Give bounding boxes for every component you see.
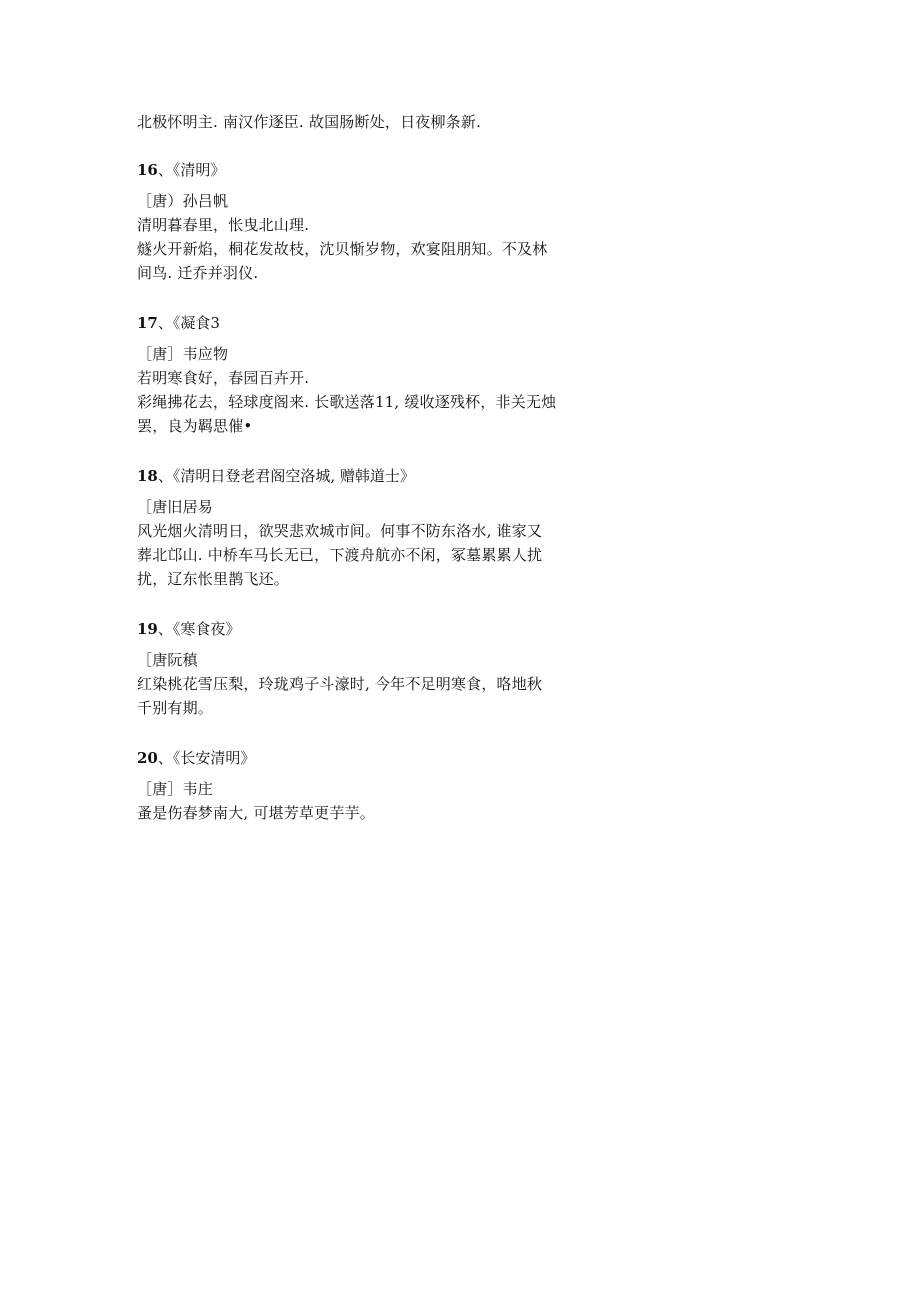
poem-author: ［唐旧居易 [137, 498, 214, 516]
poem-line: 燧火开新焰，桐花发故枝，沈贝惭岁物，欢宴阻朋知。不及林 [137, 240, 548, 258]
poem-separator: 、 [157, 161, 173, 179]
poem-number: 18 [137, 467, 158, 485]
poem-title: 《凝食3 [172, 314, 220, 332]
poem-author: ［唐阮稹 [137, 651, 198, 669]
poem-number: 20 [137, 749, 158, 767]
poem-number: 17 [137, 314, 158, 332]
poem-line: 红染桃花雪压梨，玲珑鸡子斗濠时, 今年不足明寒食，咯地秋 [137, 675, 543, 693]
poem-heading [137, 158, 577, 182]
poem-title: 《清明》 [172, 161, 226, 179]
poem-16 [137, 158, 577, 285]
poem-separator: 、 [157, 620, 173, 638]
poem-heading [137, 311, 577, 335]
poem-19 [137, 617, 577, 720]
poem-heading [137, 617, 577, 641]
poem-line: 清明暮春里，怅曳北山理. [137, 216, 310, 234]
poem-line: 扰，辽东怅里鹊飞还。 [137, 570, 290, 588]
document-page [137, 110, 577, 851]
poem-title: 《长安清明》 [172, 749, 256, 767]
poem-line: 蚤是伤春梦南大, 可堪芳草更芋芋。 [137, 804, 375, 822]
poem-heading [137, 464, 577, 488]
poem-line: 葬北邙山. 中桥车马长无已，下渡舟航亦不闲，冢墓累累人扰 [137, 546, 543, 564]
poem-number: 16 [137, 161, 158, 179]
poem-line: 风光烟火清明日，欲哭悲欢城市间。何事不防东洛水, 谁家又 [137, 522, 543, 540]
poem-heading [137, 746, 577, 770]
poem-17 [137, 311, 577, 438]
poem-18 [137, 464, 577, 591]
intro-text [137, 110, 577, 134]
poem-line: 彩绳拂花去，轻球度阁来. 长歌送落11, 缓收逐残杯，非关无烛 [137, 393, 557, 411]
poem-separator: 、 [157, 749, 173, 767]
poem-line: 间鸟. 迁乔并羽仪. [137, 264, 259, 282]
poem-author: ［唐］韦应物 [137, 345, 229, 363]
poem-separator: 、 [157, 314, 173, 332]
poem-author: ［唐］韦庄 [137, 780, 214, 798]
poem-author: ［唐）孙吕帆 [137, 192, 229, 210]
poem-number: 19 [137, 620, 158, 638]
poem-title: 《寒食夜》 [172, 620, 241, 638]
intro-line: 北极怀明主. 南汉作逐臣. 故国肠断处，日夜柳条新. [137, 113, 482, 131]
poem-line: 千别有期。 [137, 699, 214, 717]
poem-line: 罢，良为羁思催• [137, 417, 253, 435]
poem-title: 《清明日登老君阁空洛城, 赠韩道士》 [172, 467, 415, 485]
poem-20 [137, 746, 577, 825]
poem-separator: 、 [157, 467, 173, 485]
poem-line: 若明寒食好，春园百卉开. [137, 369, 310, 387]
